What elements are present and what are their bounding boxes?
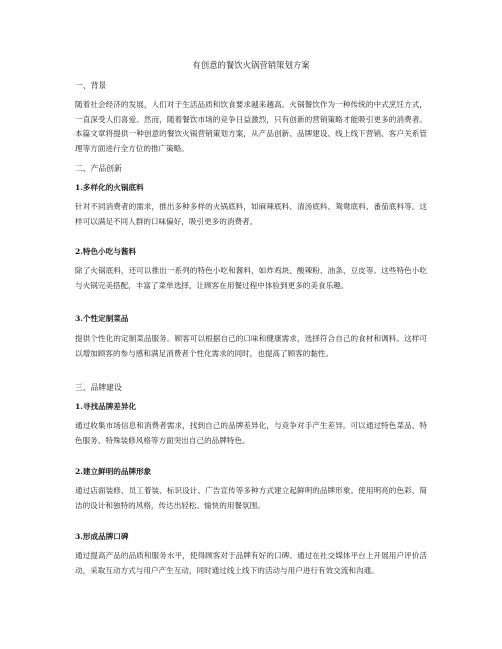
item-title-brand-image: 2.建立鲜明的品牌形象 — [75, 467, 152, 476]
section-heading-brand-building: 三、品牌建设 — [75, 383, 122, 392]
item-title-brand-differentiation: 1.寻找品牌差异化 — [75, 402, 137, 411]
document-title: 有创意的餐饮火锅营销策划方案 — [192, 60, 310, 70]
item-paragraph-brand-reputation: 通过提高产品的品质和服务水平，使得顾客对于品牌有好的口碑。通过在社交媒体平台上开展用户评价活动，采取互动方式与用户产生互动，同时通过线上线下的活动与用户进行有效交流和沟通。 — [75, 551, 427, 575]
item-paragraph-snacks-sauces: 除了火锅底料，还可以推出一系列的特色小吃和酱料，如炸鸡块、酸辣粉、油条、豆皮等。这些特色小吃与火锅完美搭配，丰富了菜单选择，让顾客在用餐过程中体验到更多的美食乐趣。 — [75, 266, 427, 290]
item-paragraph-brand-differentiation: 通过收集市场信息和消费者需求，找到自己的品牌差异化，与竞争对手产生差异。可以通过特色菜品、特色服务、特殊装修风格等方面突出自己的品牌特色。 — [75, 421, 427, 445]
item-paragraph-brand-image: 通过店面装修、员工着装、标识设计、广告宣传等多种方式建立起鲜明的品牌形象。使用明亮的色彩、简洁的设计和独特的风格，传达出轻松、愉快的用餐氛围。 — [75, 486, 427, 510]
item-title-snacks-sauces: 2.特色小吃与酱料 — [75, 247, 137, 256]
item-title-brand-reputation: 3.形成品牌口碑 — [75, 532, 129, 541]
section-paragraph-background: 随着社会经济的发展，人们对于生活品质和饮食要求越来越高。火锅餐饮作为一种传统的中式烹饪方式，一直深受人们喜爱。然而，随着餐饮市场的竞争日益激烈，只有创新的营销策略才能吸引更多的消费者。本篇文章将提供一种创意的餐饮火锅营销策划方案，从产品创新、品牌建设、线上线下营销、客户关系管理等方面进行全方位的推广策略。 — [75, 100, 427, 153]
section-heading-background: 一、背景 — [75, 81, 107, 90]
section-heading-product-innovation: 二、产品创新 — [75, 164, 122, 173]
item-title-base-flavors: 1.多样化的火锅底料 — [75, 183, 144, 192]
item-paragraph-custom-dishes: 提供个性化的定制菜品服务。顾客可以根据自己的口味和健康需求，选择符合自己的食材和调料。这样可以增加顾客的参与感和满足消费者个性化需求的同时，也提高了顾客的黏性。 — [75, 334, 427, 358]
item-paragraph-base-flavors: 针对不同消费者的需求，推出多种多样的火锅底料，如麻辣底料、清汤底料、鸳鸯底料、番茄底料等。这样可以满足不同人群的口味偏好，吸引更多的消费者。 — [75, 202, 427, 226]
item-title-custom-dishes: 3.个性定制菜品 — [75, 314, 129, 323]
